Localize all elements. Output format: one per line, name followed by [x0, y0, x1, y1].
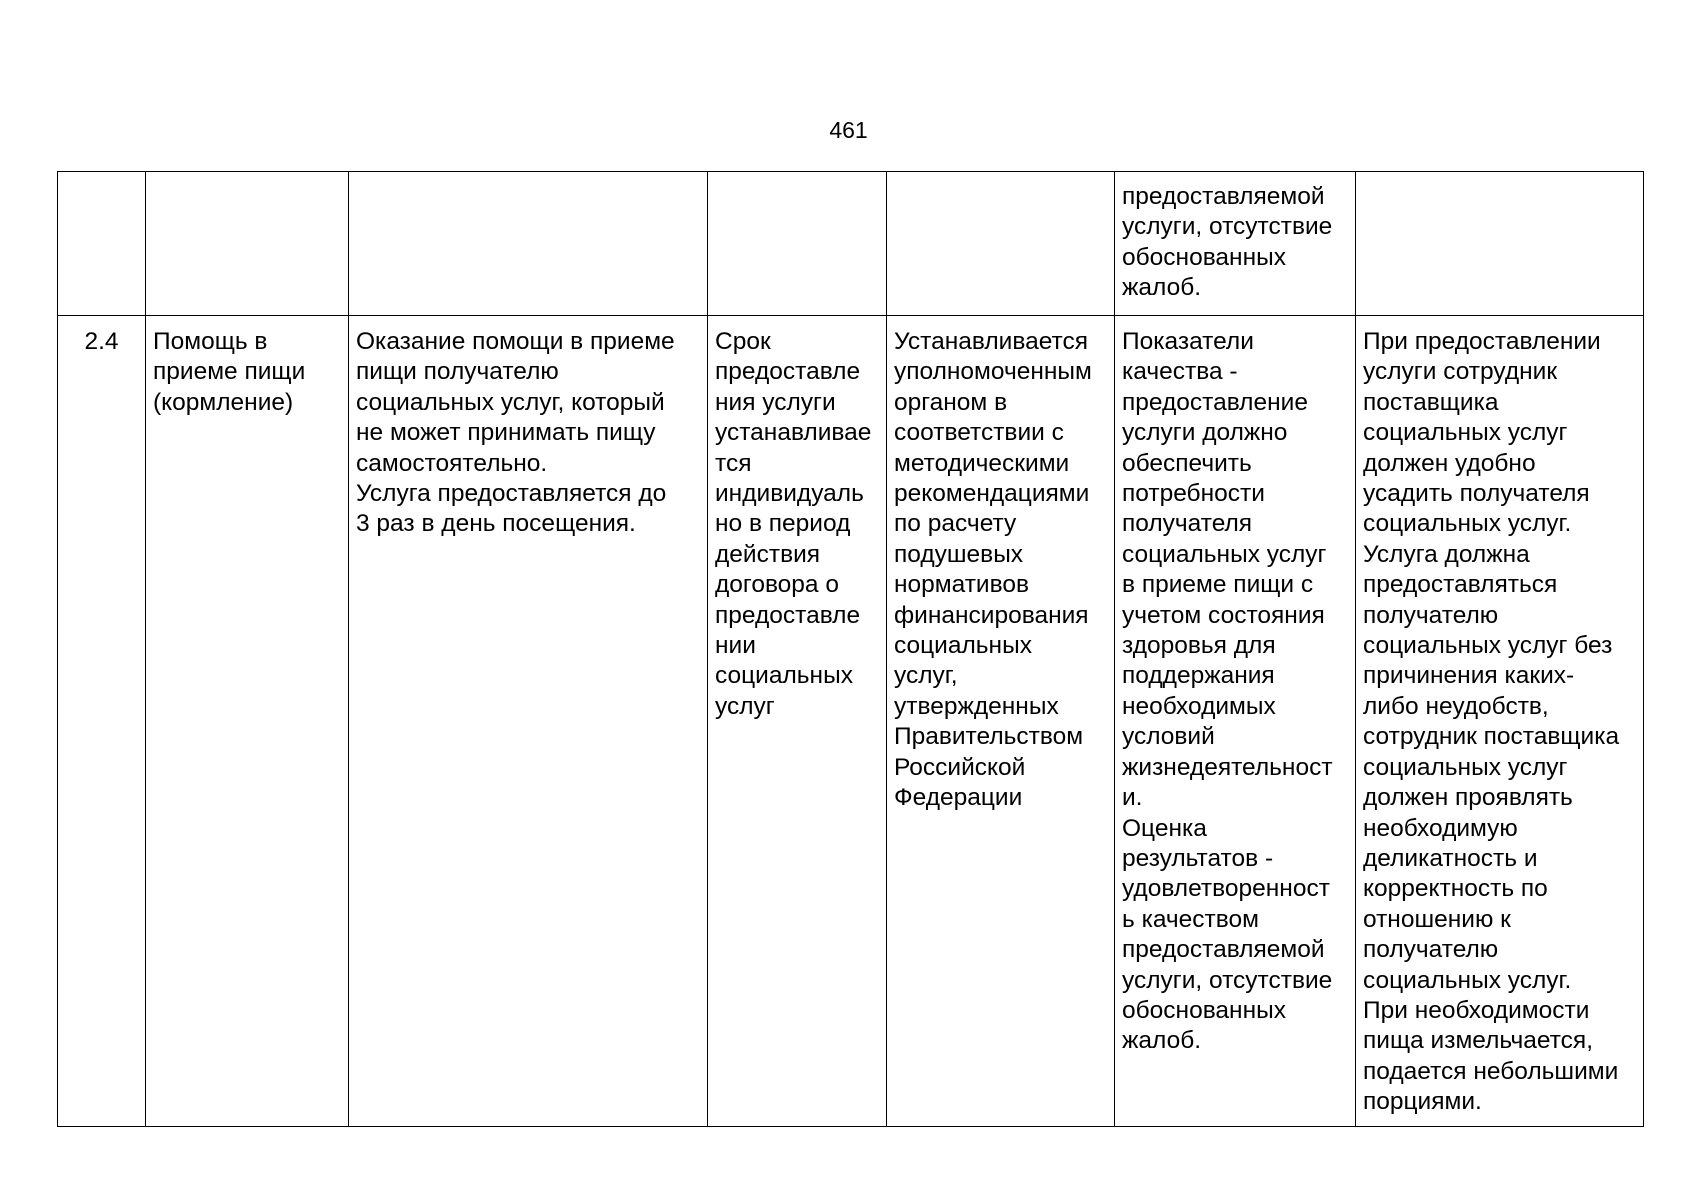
- text-line: Услуга предоставляется до: [356, 480, 667, 508]
- text-line: социальных услуг: [1122, 540, 1327, 568]
- text-line: Помощь в: [153, 328, 268, 355]
- text-line: социальных: [715, 662, 853, 690]
- cell-description-empty: [349, 172, 708, 316]
- cell-service-conditions: [1356, 316, 1644, 1127]
- text-line: сотрудник поставщика: [1363, 723, 1620, 751]
- text-line: предоставляемой: [1122, 936, 1325, 964]
- text-line: услуг,: [894, 662, 958, 690]
- text-line: утвержденных: [894, 692, 1059, 720]
- text-line: социальных услуг: [1363, 753, 1568, 781]
- text-line: жалоб.: [1122, 1027, 1202, 1055]
- cell-service-term: [708, 316, 887, 1127]
- text-line: Оценка: [1122, 814, 1207, 842]
- text-line: потребности: [1122, 480, 1265, 508]
- text-line: Российской: [894, 753, 1026, 781]
- table-row-continuation: [58, 172, 1644, 316]
- cell-service-number: 2.4: [58, 316, 146, 1127]
- text-line: подается небольшими: [1363, 1057, 1619, 1085]
- text-line: деликатность и: [1363, 844, 1538, 872]
- text-line: получателя: [1122, 510, 1253, 538]
- text-line: Показатели: [1122, 328, 1254, 355]
- text-line: поддержания: [1122, 662, 1275, 690]
- cell-name-empty: [146, 172, 349, 316]
- text-line: уполномоченным: [894, 358, 1092, 386]
- text-line: удовлетворенност: [1122, 875, 1330, 903]
- text-line: корректность по: [1363, 875, 1548, 903]
- text-line: услуги, отсутствие: [1122, 213, 1333, 241]
- text-line: предоставле: [715, 601, 861, 629]
- text-line: 3 раз в день посещения.: [356, 510, 636, 538]
- text-line: Правительством: [894, 723, 1084, 751]
- text-line: социальных услуг: [1363, 419, 1568, 447]
- text-line: не может принимать пищу: [356, 419, 656, 447]
- text-line: услуги, отсутствие: [1122, 966, 1333, 994]
- text-line: необходимую: [1363, 814, 1518, 842]
- text-line: услуги должно: [1122, 419, 1288, 447]
- text-line: получателю: [1363, 601, 1499, 629]
- text-line: ния услуги: [715, 388, 836, 416]
- text-line: Устанавливается: [894, 328, 1088, 355]
- text-line: обеспечить: [1122, 449, 1252, 477]
- text-line: усадить получателя: [1363, 480, 1590, 508]
- text-line: социальных услуг без: [1363, 632, 1613, 660]
- text-line: учетом состояния: [1122, 601, 1325, 629]
- text-line: самостоятельно.: [356, 449, 548, 477]
- cell-quality-continued: [1115, 172, 1356, 316]
- cell-service-cost: [887, 316, 1115, 1127]
- text-line: жалоб.: [1122, 274, 1202, 302]
- text-line: жизнедеятельност: [1122, 753, 1333, 781]
- text-line: (кормление): [153, 388, 294, 416]
- text-line: порциями.: [1363, 1088, 1482, 1116]
- text-line: социальных услуг, который: [356, 388, 665, 416]
- cell-conditions-empty: [1356, 172, 1644, 316]
- cell-term-empty: [708, 172, 887, 316]
- cell-cost-empty: [887, 172, 1115, 316]
- text-line: предоставле: [715, 358, 861, 386]
- text-line: приеме пищи: [153, 358, 306, 386]
- text-line: в приеме пищи с: [1122, 571, 1314, 599]
- text-line: либо неудобств,: [1363, 692, 1549, 720]
- text-line: обоснованных: [1122, 996, 1286, 1024]
- text-line: финансирования: [894, 601, 1089, 629]
- text-line: получателю: [1363, 936, 1499, 964]
- text-line: должен удобно: [1363, 449, 1536, 477]
- text-line: подушевых: [894, 540, 1024, 568]
- text-line: Федерации: [894, 784, 1023, 812]
- text-line: отношению к: [1363, 905, 1511, 933]
- text-line: предоставляемой: [1122, 183, 1325, 210]
- text-line: При предоставлении: [1363, 328, 1601, 355]
- text-line: устанавливае: [715, 419, 872, 447]
- text-line: действия: [715, 540, 821, 568]
- services-table: [57, 171, 1644, 1127]
- text-line: обоснованных: [1122, 243, 1286, 271]
- text-line: Услуга должна: [1363, 540, 1530, 568]
- page-number: 461: [829, 117, 868, 143]
- text-line: ь качеством: [1122, 905, 1259, 933]
- text-line: тся: [715, 449, 752, 477]
- text-line: условий: [1122, 723, 1215, 751]
- text-line: Срок: [715, 328, 771, 355]
- text-line: но в период: [715, 510, 851, 538]
- text-line: предоставление: [1122, 388, 1308, 416]
- text-line: здоровья для: [1122, 632, 1276, 660]
- text-line: социальных услуг.: [1363, 966, 1572, 994]
- text-line: поставщика: [1363, 388, 1499, 416]
- text-line: методическими: [894, 449, 1070, 477]
- text-line: социальных: [894, 632, 1032, 660]
- text-line: необходимых: [1122, 692, 1276, 720]
- text-line: предоставляться: [1363, 571, 1558, 599]
- cell-service-quality: [1115, 316, 1356, 1127]
- cell-number-empty: [58, 172, 146, 316]
- cell-service-name: [146, 316, 349, 1127]
- text-line: Оказание помощи в приеме: [356, 328, 675, 355]
- text-line: органом в: [894, 388, 1008, 416]
- text-line: причинения каких-: [1363, 662, 1575, 690]
- text-line: индивидуаль: [715, 480, 864, 508]
- cell-service-description: [349, 316, 708, 1127]
- text-line: договора о: [715, 571, 839, 599]
- text-line: должен проявлять: [1363, 784, 1573, 812]
- text-line: услуг: [715, 692, 775, 720]
- text-line: и.: [1122, 784, 1143, 812]
- text-line: результатов -: [1122, 844, 1274, 872]
- text-line: рекомендациями: [894, 480, 1090, 508]
- text-line: нии: [715, 632, 756, 660]
- text-line: качества -: [1122, 358, 1238, 386]
- text-line: нормативов: [894, 571, 1030, 599]
- text-line: пища измельчается,: [1363, 1027, 1594, 1055]
- text-line: При необходимости: [1363, 996, 1590, 1024]
- text-line: соответствии с: [894, 419, 1064, 447]
- text-line: пищи получателю: [356, 358, 559, 386]
- table-row-service-2-4: [58, 316, 1644, 1127]
- text-line: социальных услуг.: [1363, 510, 1572, 538]
- text-line: услуги сотрудник: [1363, 358, 1558, 386]
- text-line: по расчету: [894, 510, 1017, 538]
